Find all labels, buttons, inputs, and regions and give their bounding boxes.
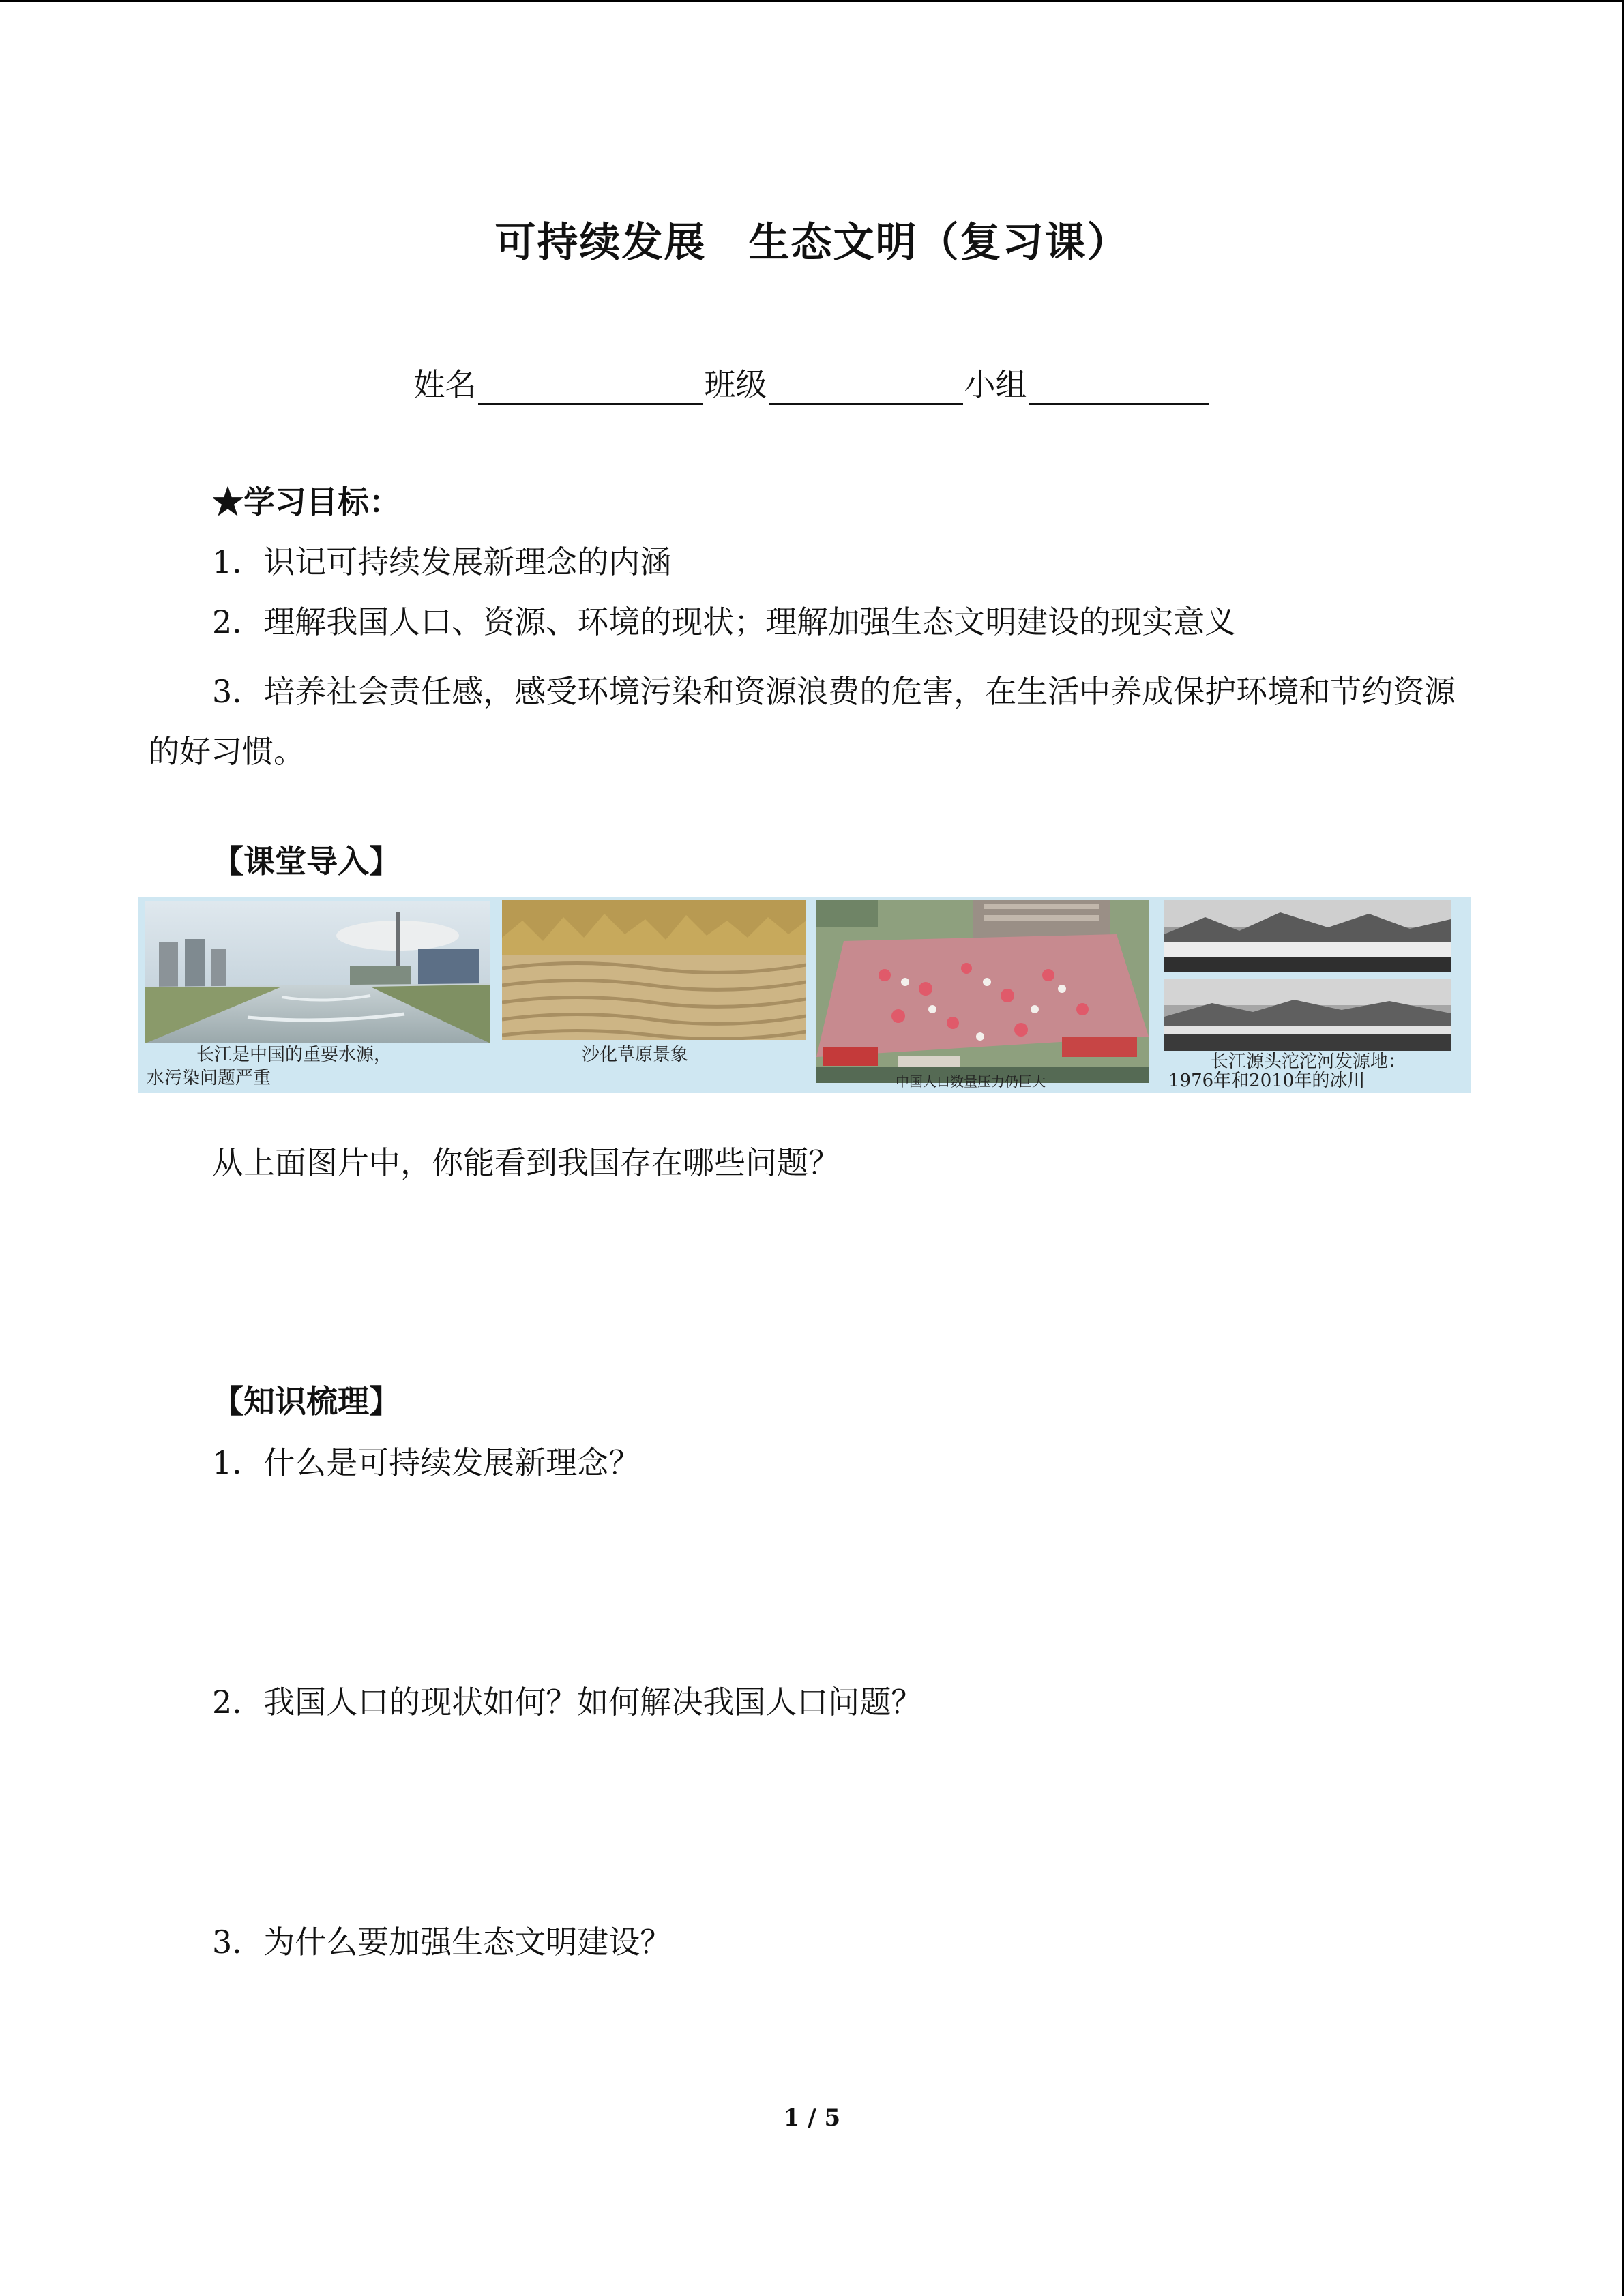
objective-item-3: 3．培养社会责任感，感受环境污染和资源浪费的危害，在生活中养成保护环境和节约资源的好习惯。: [148, 673, 1456, 770]
glacier-1976-photo: [1164, 900, 1451, 972]
desert-grassland-photo: [502, 900, 806, 1040]
page-title: 可持续发展 生态文明（复习课）: [494, 219, 1130, 267]
intro-question: 从上面图片中，你能看到我国存在哪些问题？: [212, 1144, 840, 1181]
group-blank[interactable]: [1029, 369, 1209, 405]
river-pollution-photo: [145, 901, 490, 1043]
river-caption-line2: 水污染问题严重: [147, 1068, 271, 1088]
glacier-2010-photo: [1164, 979, 1451, 1051]
knowledge-question-3: 3．为什么要加强生态文明建设？: [212, 1924, 672, 1960]
population-caption: 中国人口数量压力仍巨大: [896, 1073, 1046, 1090]
glacier-caption-line2: 1976年和2010年的冰川: [1168, 1071, 1365, 1091]
intro-heading: 【课堂导入】: [212, 843, 400, 880]
class-blank[interactable]: [769, 369, 963, 405]
group-label: 小组: [964, 366, 1027, 403]
name-blank[interactable]: [478, 369, 703, 405]
glacier-caption-line1: 长江源头沱沱河发源地：: [1211, 1052, 1406, 1072]
grassland-caption: 沙化草原景象: [582, 1045, 689, 1065]
student-info-line: [0, 360, 1624, 405]
page-number: 1 / 5: [783, 2104, 841, 2132]
objective-item-1: 1．识记可持续发展新理念的内涵: [212, 543, 672, 580]
knowledge-question-1: 1．什么是可持续发展新理念？: [212, 1444, 640, 1481]
intro-photo-strip: [138, 897, 1471, 1093]
class-label: 班级: [704, 366, 767, 403]
objectives-heading: ★学习目标：: [212, 483, 400, 520]
crowd-population-photo: [816, 900, 1149, 1083]
name-label: 姓名: [413, 366, 477, 403]
page-border-top: [0, 0, 1624, 2]
river-caption-line1: 长江是中国的重要水源，: [196, 1045, 392, 1065]
knowledge-question-2: 2．我国人口的现状如何？如何解决我国人口问题？: [212, 1684, 923, 1720]
objective-item-2: 2．理解我国人口、资源、环境的现状；理解加强生态文明建设的现实意义: [212, 603, 1237, 640]
knowledge-heading: 【知识梳理】: [212, 1383, 400, 1420]
